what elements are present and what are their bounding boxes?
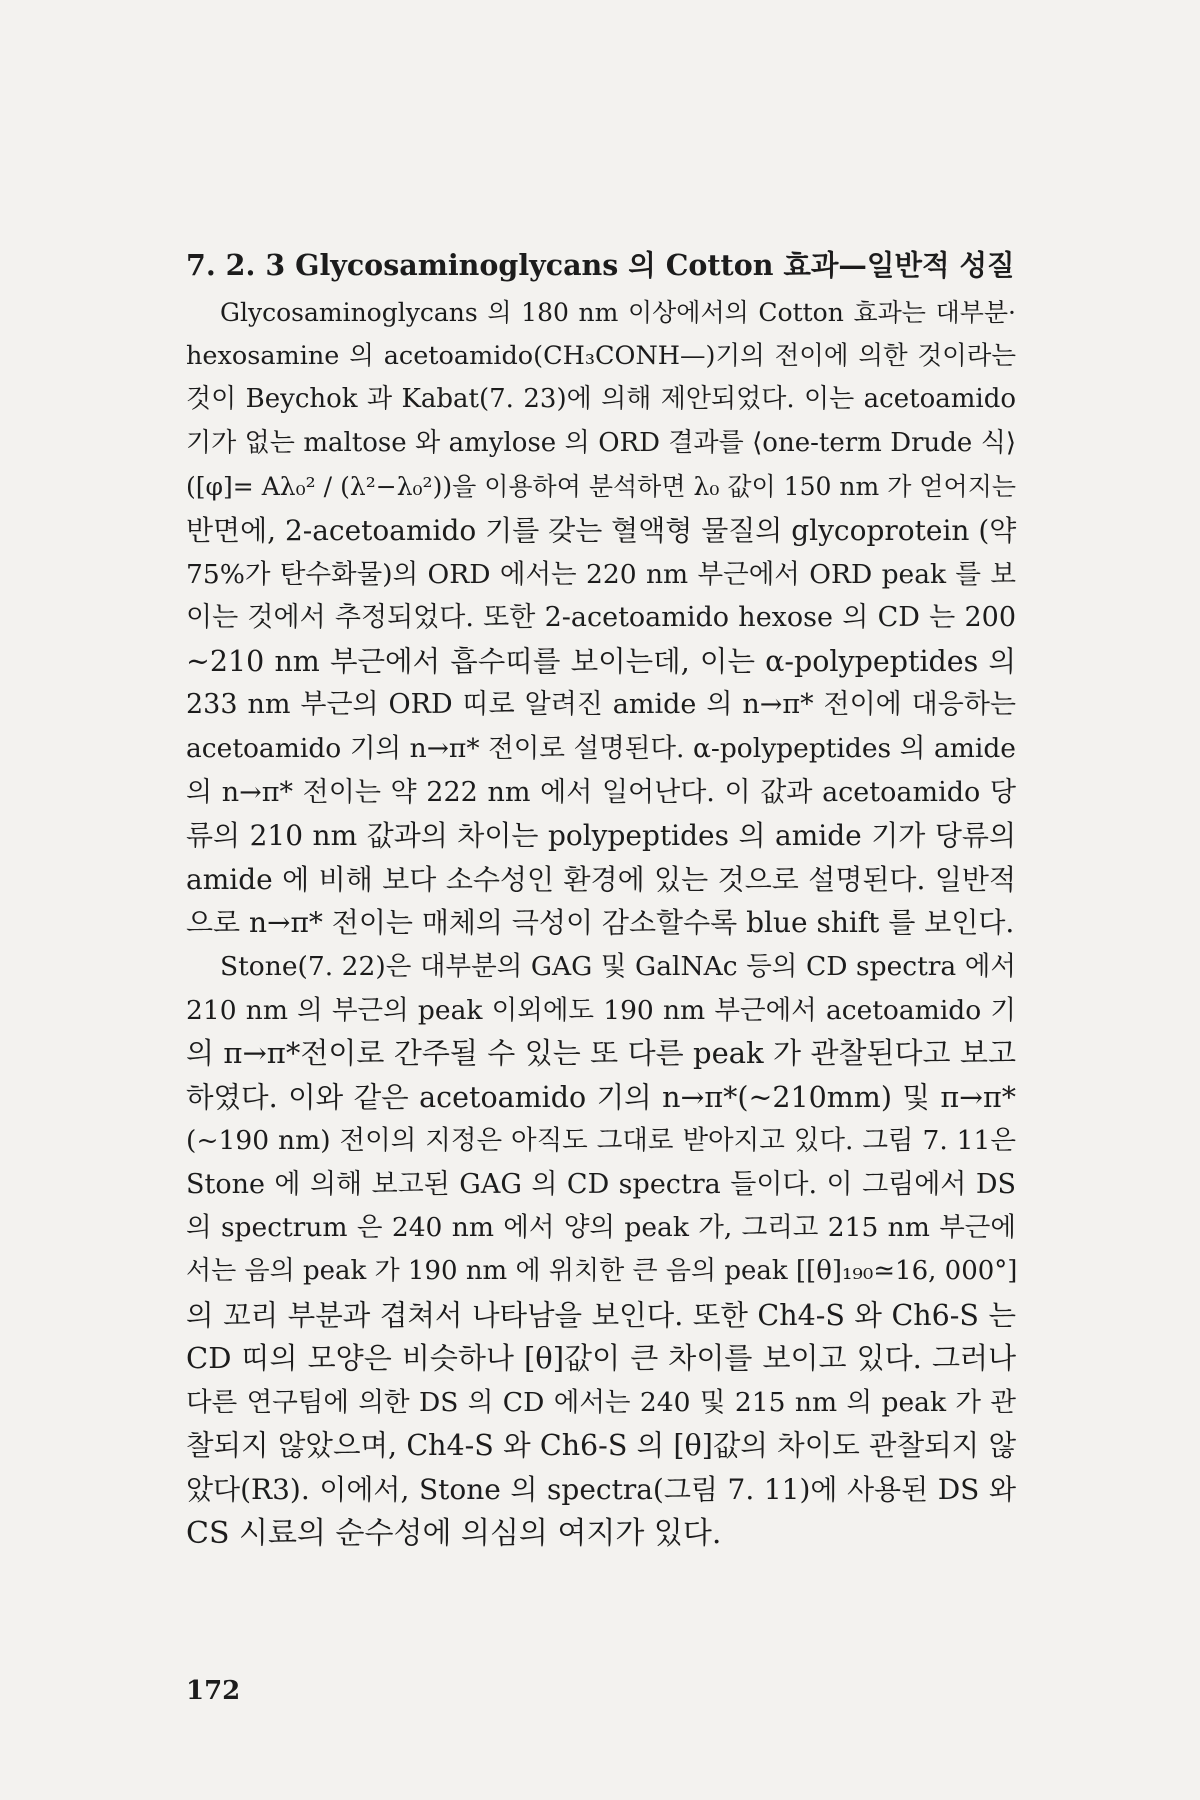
text-line: 이는 것에서 추정되었다. 또한 2-acetoamido hexose 의 CD 는 200 <box>186 602 1016 634</box>
text-line: 것이 Beychok 과 Kabat(7. 23)에 의해 제안되었다. 이는 acetoamido <box>186 384 1016 415</box>
text-line: 찰되지 않았으며, Ch4-S 와 Ch6-S 의 [θ]값의 차이도 관찰되지 않 <box>186 1429 1016 1463</box>
text-line: (~190 nm) 전이의 지정은 아직도 그대로 받아지고 있다. 그림 7. 11은 <box>186 1125 1016 1157</box>
text-line: 210 nm 의 부근의 peak 이외에도 190 nm 부근에서 acetoamido 기 <box>186 994 1016 1026</box>
section-heading: 7. 2. 3 Glycosaminoglycans 의 Cotton 효과—일반적 성질 <box>186 248 1015 282</box>
text-line: 서는 음의 peak 가 190 nm 에 위치한 큰 음의 peak [[θ]₁₉₀≃16, 000°] <box>186 1256 1018 1287</box>
text-line: ~210 nm 부근에서 흡수띠를 보이는데, 이는 α-polypeptides 의 <box>186 644 1016 678</box>
text-line: 으로 n→π* 전이는 매체의 극성이 감소할수록 blue shift 를 보인다. <box>186 906 1015 940</box>
text-line: 75%가 탄수화물)의 ORD 에서는 220 nm 부근에서 ORD peak 를 보 <box>186 558 1016 590</box>
text-line: 았다(R3). 이에서, Stone 의 spectra(그림 7. 11)에 사용된 DS 와 <box>186 1473 1016 1507</box>
text-line: 의 꼬리 부분과 겹쳐서 나타남을 보인다. 또한 Ch4-S 와 Ch6-S 는 <box>186 1298 1016 1332</box>
text-line: 하였다. 이와 같은 acetoamido 기의 n→π*(~210mm) 및 π→π* <box>186 1080 1016 1114</box>
text-line: 의 π→π*전이로 간주될 수 있는 또 다른 peak 가 관찰된다고 보고 <box>186 1036 1016 1071</box>
text-line: 기가 없는 maltose 와 amylose 의 ORD 결과를 ⟨one-term Drude 식⟩ <box>186 427 1016 458</box>
text-line: Stone(7. 22)은 대부분의 GAG 및 GalNAc 등의 CD spectra 에서 <box>220 950 1016 982</box>
paragraph-2 <box>186 945 1016 1555</box>
text-line: 233 nm 부근의 ORD 띠로 알려진 amide 의 n→π* 전이에 대응하는 <box>186 689 1016 721</box>
page-number: 172 <box>186 1676 241 1706</box>
text-line-formula: ([φ]= Aλ₀² / (λ²−λ₀²))을 이용하여 분석하면 λ₀ 값이 150 nm 가 얻어지는 <box>186 472 1016 502</box>
paragraph-1 <box>186 291 1016 945</box>
text-line: CS 시료의 순수성에 의심의 여지가 있다. <box>186 1515 722 1551</box>
text-line: 의 n→π* 전이는 약 222 nm 에서 일어난다. 이 값과 acetoamido 당 <box>186 776 1016 808</box>
text-line: 의 spectrum 은 240 nm 에서 양의 peak 가, 그리고 215 nm 부근에 <box>186 1212 1016 1244</box>
text-line: Glycosaminoglycans 의 180 nm 이상에서의 Cotton 효과는 대부분· <box>220 298 1016 327</box>
text-line: 다른 연구팀에 의한 DS 의 CD 에서는 240 및 215 nm 의 peak 가 관 <box>186 1386 1016 1418</box>
text-line: Stone 에 의해 보고된 GAG 의 CD spectra 들이다. 이 그림에서 DS <box>186 1168 1016 1200</box>
text-line: 류의 210 nm 값과의 차이는 polypeptides 의 amide 기가 당류의 <box>186 819 1016 853</box>
text-line: 반면에, 2-acetoamido 기를 갖는 혈액형 물질의 glycoprotein (약 <box>186 513 1017 547</box>
text-body <box>186 243 1016 1555</box>
text-line: acetoamido 기의 n→π* 전이로 설명된다. α-polypeptides 의 amide <box>186 732 1016 764</box>
text-line: amide 에 비해 보다 소수성인 환경에 있는 것으로 설명된다. 일반적 <box>186 862 1016 896</box>
text-line: CD 띠의 모양은 비슷하나 [θ]값이 큰 차이를 보이고 있다. 그러나 <box>186 1341 1016 1376</box>
text-line: hexosamine 의 acetoamido(CH₃CONH—)기의 전이에 의한 것이라는 <box>186 340 1016 371</box>
